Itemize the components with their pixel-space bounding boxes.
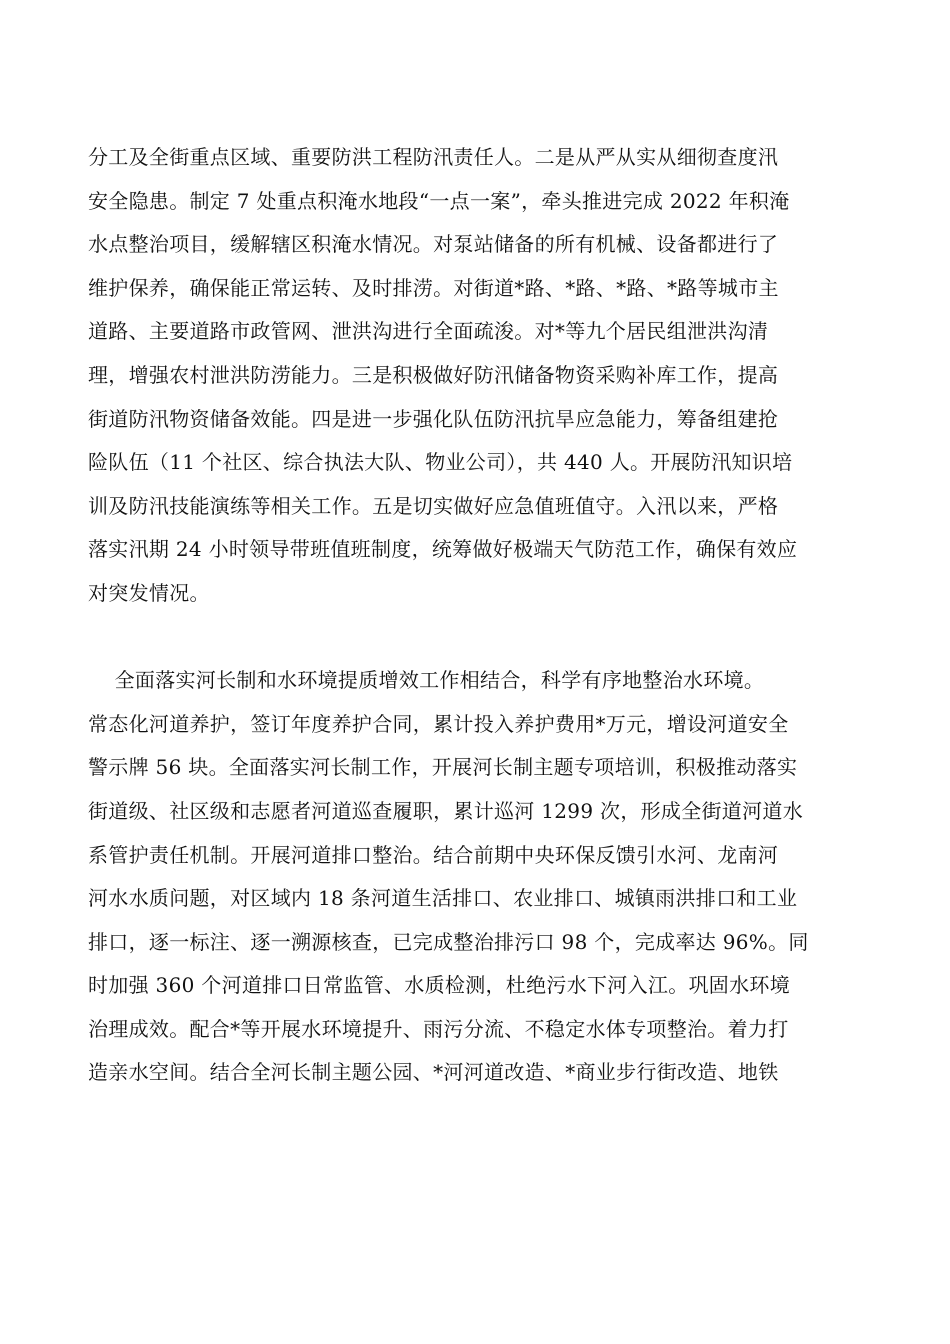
text-line: 维护保养，确保能正常运转、及时排涝。对街道*路、*路、*路、*路等城市主 bbox=[88, 275, 779, 300]
text-line: 排口，逐一标注、逐一溯源核查，已完成整治排污口 98 个，完成率达 96%。同 bbox=[88, 929, 809, 954]
text-line: 水点整治项目，缓解辖区积淹水情况。对泵站储备的所有机械、设备都进行了 bbox=[88, 232, 779, 257]
text-line: 治理成效。配合*等开展水环境提升、雨污分流、不稳定水体专项整治。着力打 bbox=[88, 1016, 789, 1041]
body-text bbox=[88, 136, 880, 1095]
text-line: 街道级、社区级和志愿者河道巡查履职，累计巡河 1299 次，形成全街道河道水 bbox=[88, 798, 804, 823]
text-line: 街道防汛物资储备效能。四是进一步强化队伍防汛抗旱应急能力，筹备组建抢 bbox=[88, 406, 779, 431]
text-line: 全面落实河长制和水环境提质增效工作相结合，科学有序地整治水环境。 bbox=[88, 668, 765, 693]
text-line: 理，增强农村泄洪防涝能力。三是积极做好防汛储备物资采购补库工作，提高 bbox=[88, 362, 779, 387]
text-line: 对突发情况。 bbox=[88, 580, 210, 605]
text-line: 安全隐患。制定 7 处重点积淹水地段“一点一案”，牵头推进完成 2022 年积淹 bbox=[88, 188, 790, 213]
paragraph-2 bbox=[88, 659, 880, 1095]
text-line: 系管护责任机制。开展河道排口整治。结合前期中央环保反馈引水河、龙南河 bbox=[88, 842, 779, 867]
text-line: 常态化河道养护，签订年度养护合同，累计投入养护费用*万元，增设河道安全 bbox=[88, 711, 789, 736]
text-line: 时加强 360 个河道排口日常监管、水质检测，杜绝污水下河入江。巩固水环境 bbox=[88, 973, 790, 998]
text-line: 训及防汛技能演练等相关工作。五是切实做好应急值班值守。入汛以来，严格 bbox=[88, 493, 779, 518]
paragraph-gap bbox=[88, 616, 880, 660]
text-line: 险队伍（11 个社区、综合执法大队、物业公司），共 440 人。开展防汛知识培 bbox=[88, 450, 793, 475]
text-line: 造亲水空间。结合全河长制主题公园、*河河道改造、*商业步行街改造、地铁 bbox=[88, 1060, 779, 1085]
paragraph-1 bbox=[88, 136, 880, 616]
text-line: 河水水质问题，对区域内 18 条河道生活排口、农业排口、城镇雨洪排口和工业 bbox=[88, 886, 798, 911]
text-line: 道路、主要道路市政管网、泄洪沟进行全面疏浚。对*等九个居民组泄洪沟清 bbox=[88, 319, 769, 344]
text-line: 警示牌 56 块。全面落实河长制工作，开展河长制主题专项培训，积极推动落实 bbox=[88, 755, 798, 780]
text-line: 分工及全街重点区域、重要防洪工程防汛责任人。二是从严从实从细彻查度汛 bbox=[88, 145, 779, 169]
text-line: 落实汛期 24 小时领导带班值班制度，统筹做好极端天气防范工作，确保有效应 bbox=[88, 537, 798, 562]
